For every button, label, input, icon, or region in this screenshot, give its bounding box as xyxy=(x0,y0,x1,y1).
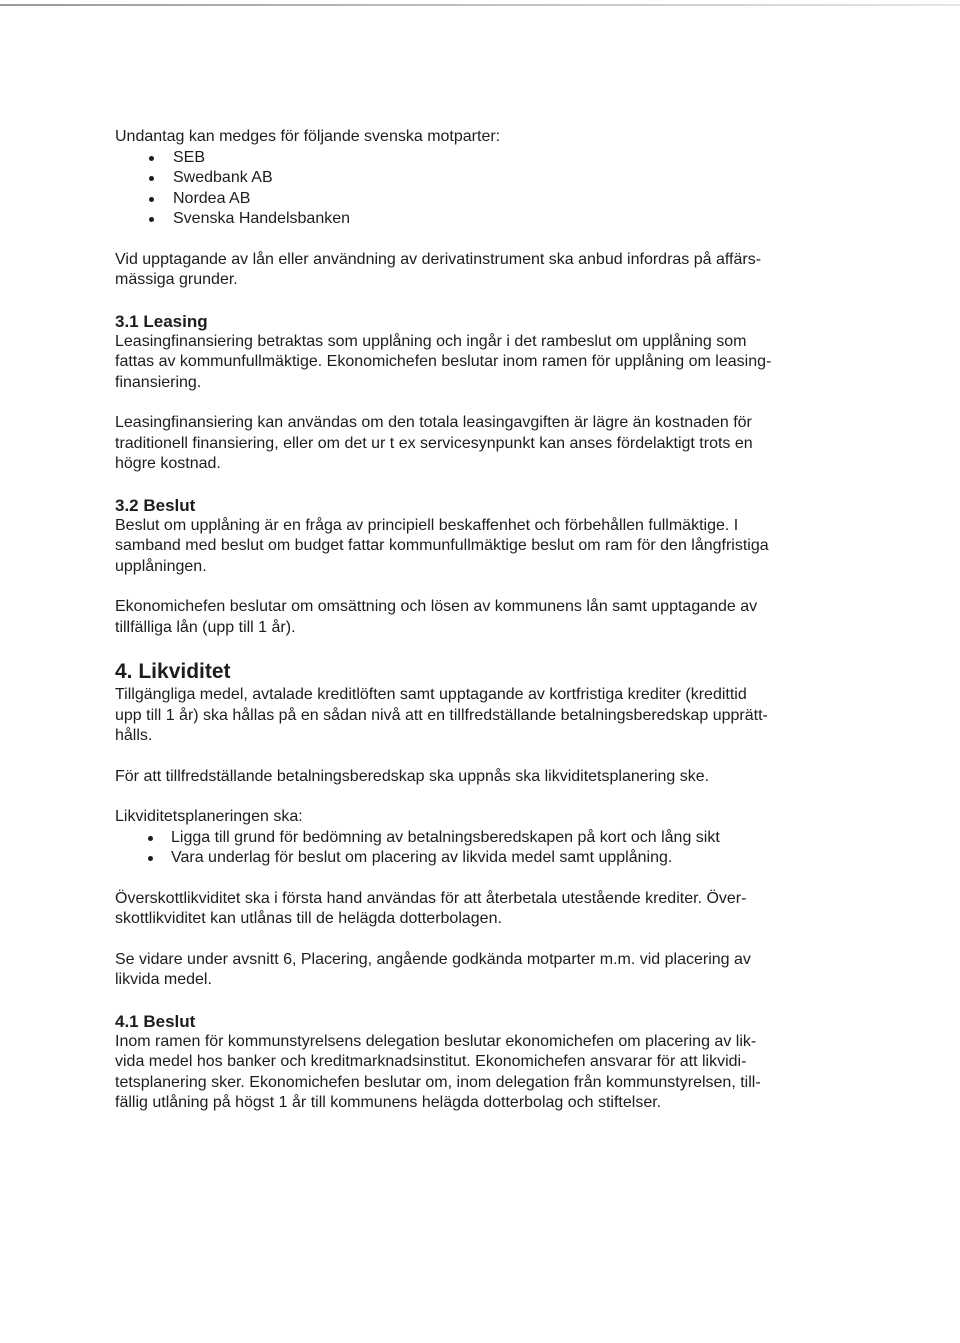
text-line: tillfälliga lån (upp till 1 år). xyxy=(115,618,296,636)
text-line: högre kostnad. xyxy=(115,455,221,472)
list-item: SEB xyxy=(115,148,845,169)
text-line: tetsplanering sker. Ekonomichefen beslutar om, inom delegation från kommunstyrelsen, till- xyxy=(115,1073,761,1091)
text-line: Överskottlikviditet ska i första hand användas för att återbetala utestående krediter. Över- xyxy=(115,889,747,907)
text-line: traditionell finansiering, eller om det ur t ex servicesynpunkt kan anses fördelaktigt trots en xyxy=(115,434,753,452)
text-line: skottlikviditet kan utlånas till de helägda dotterbolagen. xyxy=(115,910,502,927)
planning-intro: Likviditetsplaneringen ska: xyxy=(115,808,303,825)
document-page xyxy=(115,127,845,1114)
text-line: Beslut om upplåning är en fråga av principiell beskaffenhet och förbehållen fullmäktige. I xyxy=(115,516,739,534)
decision-paragraph-2 xyxy=(115,597,845,638)
section-heading-3-2: 3.2 Beslut xyxy=(115,495,196,515)
text-line: upp till 1 år) ska hållas på en sådan nivå att en tillfredställande betalningsberedskap upprätt- xyxy=(115,706,768,724)
list-item: Svenska Handelsbanken xyxy=(115,209,845,230)
text-line: Tillgängliga medel, avtalade kreditlöften samt upptagande av kortfristiga krediter (kredittid xyxy=(115,686,747,703)
leasing-paragraph-1 xyxy=(115,332,845,394)
text-line: Inom ramen för kommunstyrelsens delegation beslutar ekonomichefen om placering av lik- xyxy=(115,1032,757,1050)
counterparty-list xyxy=(115,148,845,230)
liquidity-paragraph-1 xyxy=(115,685,845,747)
liquidity-decision-paragraph xyxy=(115,1032,845,1114)
text-line: För att tillfredställande betalningsberedskap ska uppnås ska likviditetsplanering ske. xyxy=(115,767,710,785)
liquidity-paragraph-3 xyxy=(115,889,845,930)
intro-text: Undantag kan medges för följande svenska motparter: xyxy=(115,128,501,145)
text-line: Leasingfinansiering kan användas om den totala leasingavgiften är lägre än kostnaden för xyxy=(115,414,752,431)
text-line: likvida medel. xyxy=(115,971,212,988)
list-item: Swedbank AB xyxy=(115,168,845,189)
leasing-paragraph-2 xyxy=(115,413,845,475)
page-top-rule xyxy=(0,4,960,6)
text-line: upplåningen. xyxy=(115,557,207,575)
text-line: samband med beslut om budget fattar kommunfullmäktige beslut om ram för den långfristiga xyxy=(115,537,769,554)
liquidity-paragraph-2 xyxy=(115,767,845,788)
liquidity-paragraph-4 xyxy=(115,950,845,991)
text-line: Leasingfinansiering betraktas som upplåning och ingår i det rambeslut om upplåning som xyxy=(115,332,747,350)
text-line: Ekonomichefen beslutar om omsättning och lösen av kommunens lån samt upptagande av xyxy=(115,598,758,615)
text-line: finansiering. xyxy=(115,373,202,391)
text-line: Se vidare under avsnitt 6, Placering, angående godkända motparter m.m. vid placering av xyxy=(115,950,751,968)
text-line: fattas av kommunfullmäktige. Ekonomichefen beslutar inom ramen för upplåning om leasing- xyxy=(115,353,772,370)
section-heading-4: 4. Likviditet xyxy=(115,660,231,683)
section-heading-4-1: 4.1 Beslut xyxy=(115,1011,196,1031)
text-line: Vid upptagande av lån eller användning av derivatinstrument ska anbud infordras på affärs- xyxy=(115,250,762,268)
text-line: hålls. xyxy=(115,727,153,744)
list-item: Vara underlag för beslut om placering av likvida medel samt upplåning. xyxy=(115,848,845,869)
section-heading-3-1: 3.1 Leasing xyxy=(115,311,208,331)
planning-list xyxy=(115,828,845,869)
list-item: Ligga till grund för bedömning av betalningsberedskapen på kort och lång sikt xyxy=(115,828,845,849)
list-item: Nordea AB xyxy=(115,189,845,210)
procurement-paragraph xyxy=(115,250,845,291)
decision-paragraph-1 xyxy=(115,516,845,578)
text-line: mässiga grunder. xyxy=(115,271,238,288)
text-line: fällig utlåning på högst 1 år till kommunens helägda dotterbolag och stiftelser. xyxy=(115,1094,662,1111)
text-line: vida medel hos banker och kreditmarknadsinstitut. Ekonomichefen ansvarar för att likvidi- xyxy=(115,1053,747,1070)
